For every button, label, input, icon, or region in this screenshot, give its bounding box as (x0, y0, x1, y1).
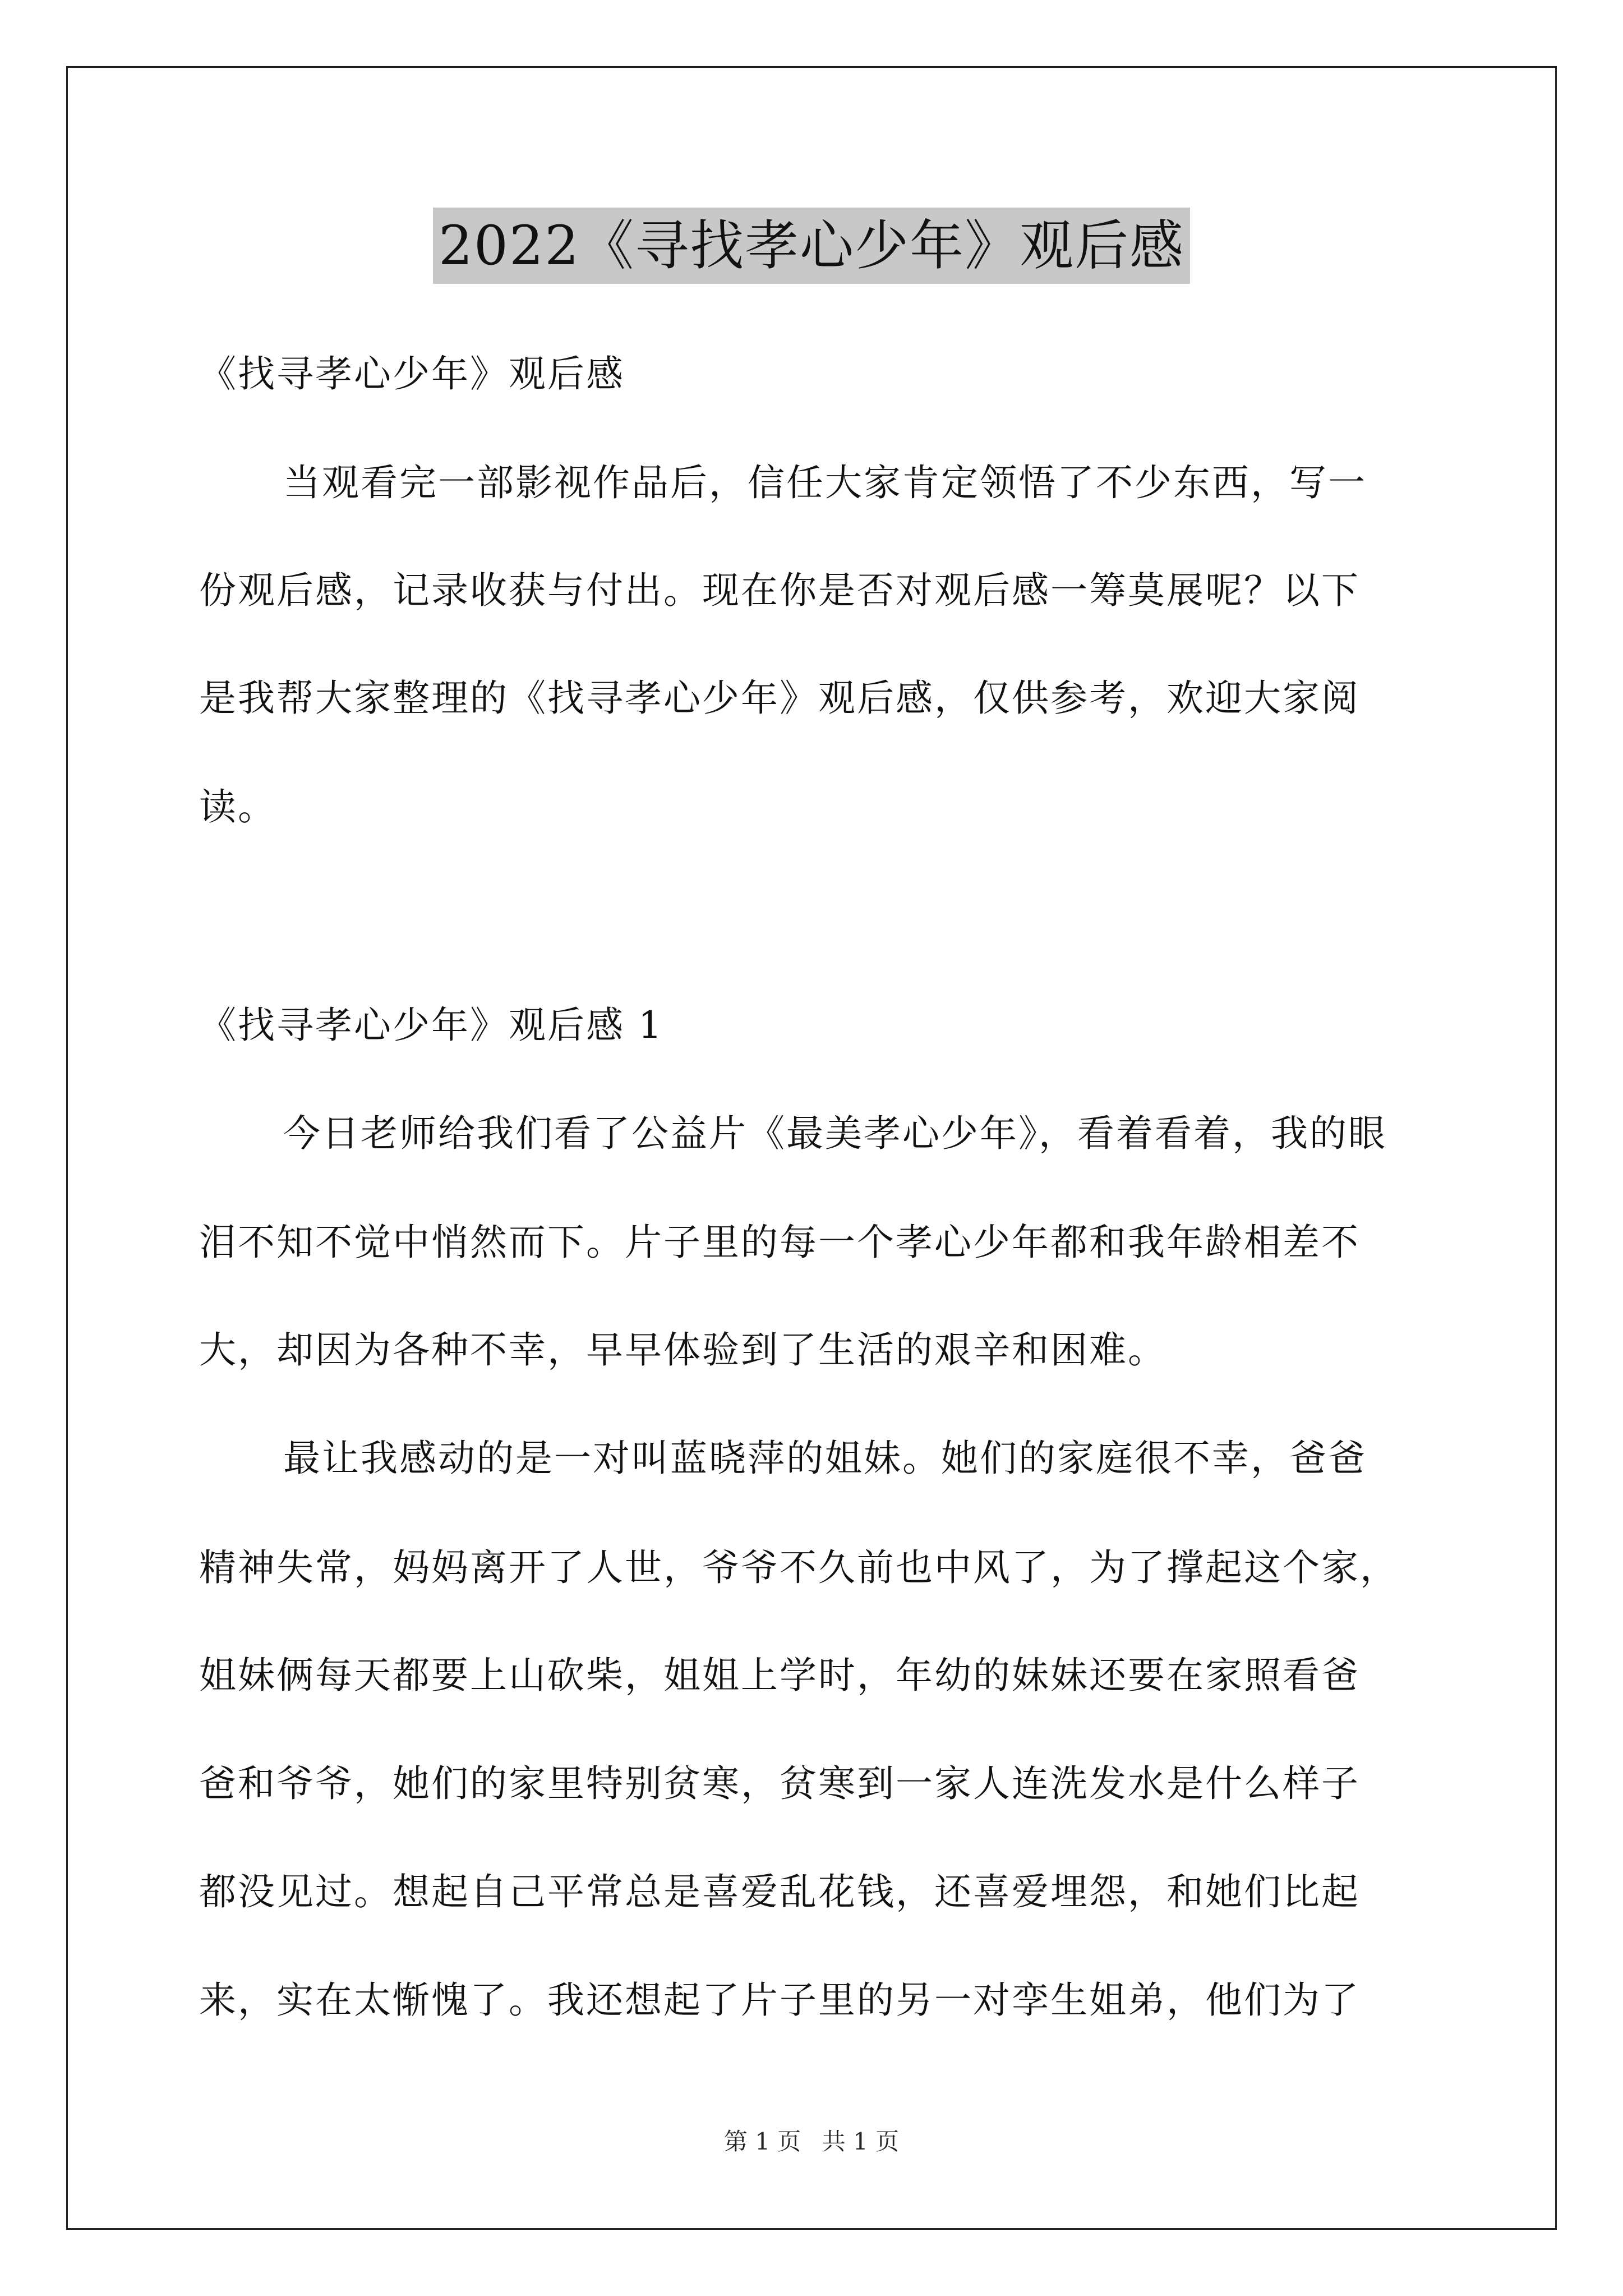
paragraph-line: 份观后感，记录收获与付出。现在你是否对观后感一筹莫展呢？以下 (199, 569, 1360, 612)
section-heading: 《找寻孝心少年》观后感 (199, 352, 625, 395)
paragraph-line: 精神失常，妈妈离开了人世，爷爷不久前也中风了，为了撑起这个家， (199, 1546, 1399, 1589)
paragraph-line: 今日老师给我们看了公益片《最美孝心少年》，看着看着，我的眼 (283, 1112, 1387, 1155)
section-heading: 《找寻孝心少年》观后感 1 (199, 1004, 663, 1047)
paragraph-line: 是我帮大家整理的《找寻孝心少年》观后感，仅供参考，欢迎大家阅 (199, 677, 1360, 720)
paragraph-line: 都没见过。想起自己平常总是喜爱乱花钱，还喜爱埋怨，和她们比起 (199, 1870, 1360, 1913)
paragraph-line: 泪不知不觉中悄然而下。片子里的每一个孝心少年都和我年龄相差不 (199, 1221, 1360, 1264)
paragraph-line: 来，实在太惭愧了。我还想起了片子里的另一对孪生姐弟，他们为了 (199, 1978, 1360, 2022)
page-number: 第 1 页 (723, 2128, 801, 2155)
paragraph-line: 爸和爷爷，她们的家里特别贫寒，贫寒到一家人连洗发水是什么样子 (199, 1762, 1360, 1805)
paragraph-line: 读。 (199, 785, 276, 829)
paragraph-line: 大，却因为各种不幸，早早体验到了生活的艰辛和困难。 (199, 1328, 1166, 1372)
page-footer (0, 2126, 1623, 2157)
paragraph-line: 当观看完一部影视作品后，信任大家肯定领悟了不少东西，写一 (283, 461, 1367, 504)
paragraph-line: 最让我感动的是一对叫蓝晓萍的姐妹。她们的家庭很不幸，爸爸 (283, 1437, 1367, 1480)
document-title: 2022《寻找孝心少年》观后感 (433, 208, 1190, 284)
page-total: 共 1 页 (822, 2128, 900, 2155)
paragraph-line: 姐妹俩每天都要上山砍柴，姐姐上学时，年幼的妹妹还要在家照看爸 (199, 1654, 1360, 1697)
title-wrap (0, 208, 1623, 284)
